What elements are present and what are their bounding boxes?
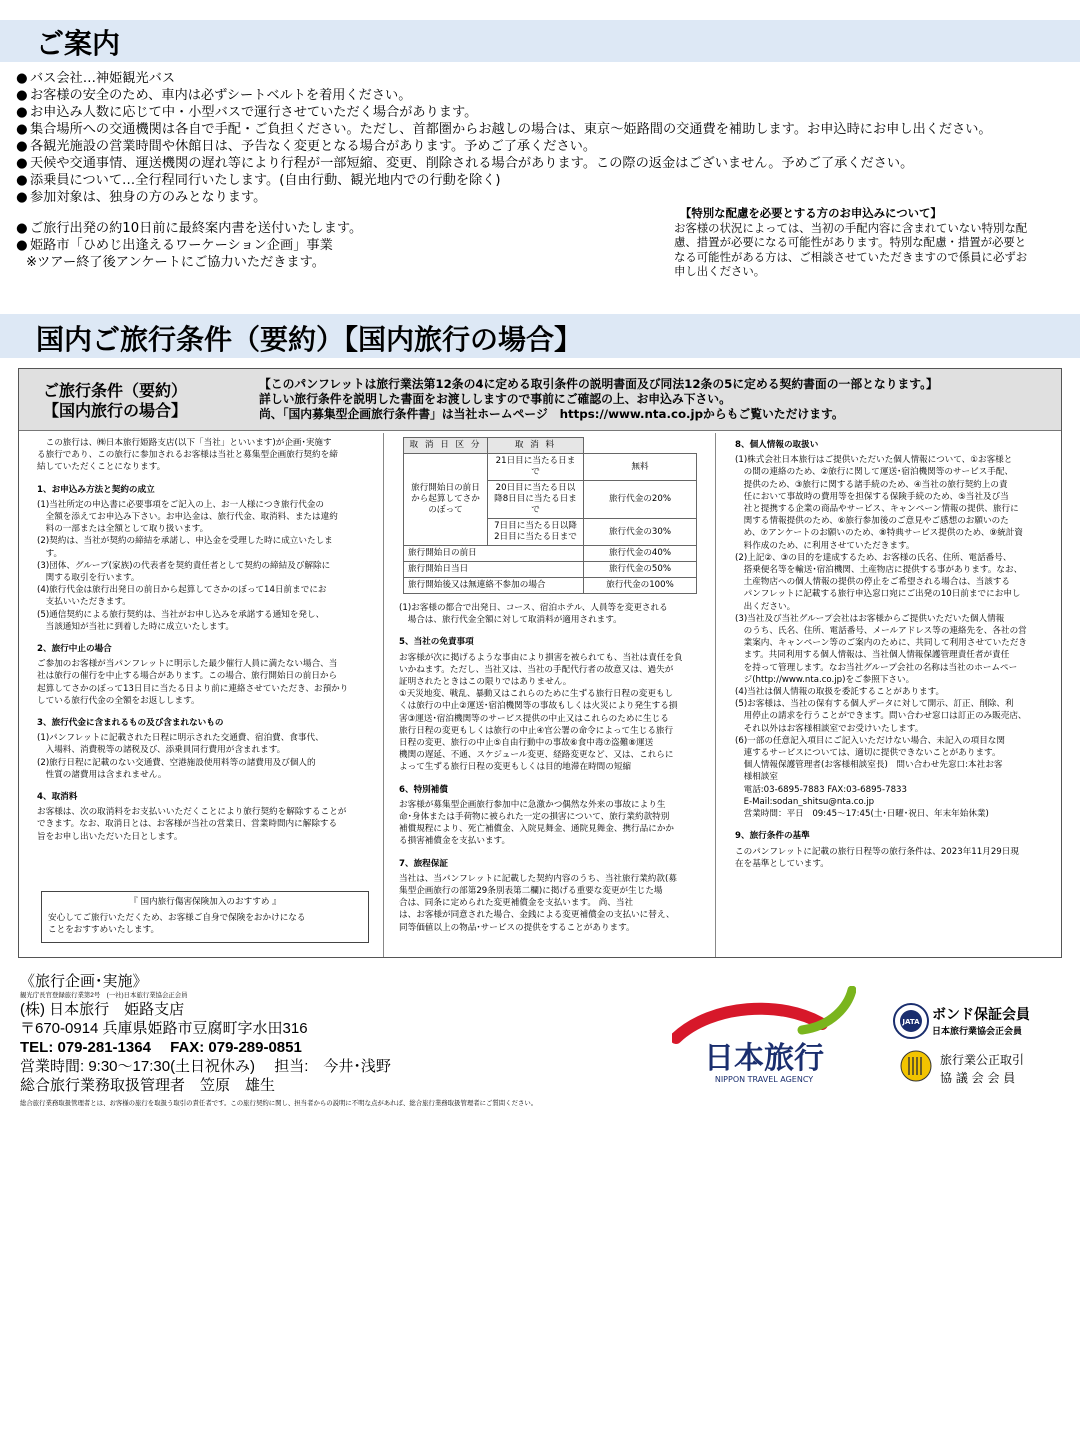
- text-line: 当該通知が当社に到着した時に成立いたします。: [37, 621, 234, 632]
- conditions-box-title: [43, 381, 259, 421]
- text-line: パンフレットに記載する旅行申込窓口宛にご出発の10日前までにお申し: [735, 589, 1021, 600]
- text-line: め、⑦アンケートのお願いのため、⑧特典サービス提供のため、⑨統計資: [735, 528, 1023, 539]
- intro-text: [37, 437, 377, 474]
- table-header: 取 消 料: [488, 438, 584, 454]
- section-title: 1、お申込み方法と契約の成立: [37, 484, 155, 495]
- section-title: 2、旅行中止の場合: [37, 644, 112, 655]
- text-line: 任において事故時の費用等を担保する保険手続のため、⑤当社及び当: [735, 491, 1009, 502]
- bond-title: ボンド保証会員: [932, 1007, 1030, 1023]
- table-cell-fee: 旅行代金の30%: [584, 519, 697, 546]
- section-text: [399, 873, 717, 934]
- bullet-text: 姫路市「ひめじ出逢えるワーケーション企画」事業: [30, 238, 333, 253]
- table-row: [404, 546, 697, 562]
- logo-english: NIPPON TRAVEL AGENCY: [714, 1075, 814, 1084]
- text-line: 入場料、消費税等の諸税及び、添乗員同行費用が含まれます。: [37, 745, 286, 756]
- registration-info: 観光庁長官登録旅行業第2号 (一社)日本旅行業協会正会員: [20, 992, 188, 999]
- business-hours: 営業時間: 9:30～17:30(土日祝休み) 担当: 今井･浅野: [20, 1058, 391, 1075]
- text-line: お客様は、次の取消料をお支払いいただくことにより旅行契約を解除することが: [37, 807, 347, 818]
- conditions-box-header: [19, 369, 1061, 431]
- text-line: 電話:03-6895-7883 FAX:03-6895-7833: [735, 784, 907, 795]
- guide-bullet-item: [16, 138, 1076, 155]
- logo-swoosh-green: [802, 990, 852, 1030]
- text-line: 土産物店への個人情報の提供の停止をご希望される場合は、当該する: [735, 577, 1011, 588]
- table-cell-day: 旅行開始日の前日: [404, 546, 584, 562]
- text-line: お客様が次に掲げるような事由により損害を被られても、当社は責任を負: [399, 652, 683, 663]
- text-line: (1)株式会社日本旅行はご提供いただいた個人情報について、①お客様と: [735, 455, 1013, 466]
- table-note: [399, 602, 717, 626]
- table-row: [404, 454, 697, 481]
- text-line: 料の一部または全額として取り扱います。: [37, 524, 209, 535]
- text-line: る損害補償金を支払います。: [399, 836, 511, 847]
- table-row: [404, 562, 697, 578]
- travel-manager: 総合旅行業務取扱管理者 笠原 雄生: [20, 1077, 276, 1094]
- text-line: ます。共同利用する個人情報は、当社個人情報保護管理責任者が責任: [735, 650, 1010, 661]
- guide-heading-band: [0, 20, 1080, 62]
- text-line: この旅行は、㈱日本旅行姫路支店(以下「当社」といいます)が企画･実施す: [37, 438, 332, 448]
- bullet-dot: ●: [16, 105, 28, 120]
- special-care-text: [674, 221, 1054, 279]
- guide-bullet-item: [16, 220, 656, 237]
- fair-line-1: 旅行業公正取引: [940, 1053, 1025, 1067]
- section-text: [37, 732, 377, 781]
- bullet-dot: ●: [16, 173, 28, 188]
- section-title: 8、個人情報の取扱い: [735, 440, 819, 450]
- text-line: 害③運送･宿泊機関等のサービス提供の中止又はこれらのために生じる: [399, 713, 669, 724]
- text-line: 補償規程により、死亡補償金、入院見舞金、通院見舞金、携行品にかか: [399, 824, 675, 835]
- table-cell-fee: 無料: [584, 454, 697, 481]
- section-text: [399, 799, 717, 848]
- text-line: (3)団体、グループ(家族)の代表者を契約責任者として契約の締結及び解除に: [37, 560, 331, 571]
- section-title: 7、旅程保証: [399, 858, 448, 869]
- special-care-title: 【特別な配慮を必要とする方のお申込みについて】: [680, 206, 942, 220]
- section-title: 3、旅行代金に含まれるもの及び含まれないもの: [37, 718, 224, 729]
- text-line: 命･身体または手荷物に被られた一定の損害について、旅行業約款特別: [399, 812, 670, 823]
- guide-bullet-item: [16, 172, 1076, 189]
- conditions-notice: [259, 377, 1059, 422]
- bullet-text: お申込み人数に応じて中・小型バスで運行させていただく場合があります。: [30, 105, 478, 120]
- guide-bullet-list: [16, 70, 1076, 206]
- table-cell-fee: 旅行代金の40%: [584, 546, 697, 562]
- text-line: ジ(http://www.nta.co.jp)をご参照下さい。: [735, 674, 915, 685]
- text-line: 営業時間：平日 09:45～17:45(土･日曜･祝日、年末年始休業): [735, 809, 989, 820]
- text-line: 証明されたときはこの限りではありません。: [399, 677, 572, 688]
- section-text: [735, 454, 1057, 820]
- manager-disclaimer: 総合旅行業務取扱管理者とは、お客様の旅行を取扱う取引の責任者です。この旅行契約に関し、担当者からの説明に不明な点があれば、総合旅行業務取扱管理者にご質問ください。: [20, 1100, 538, 1107]
- table-header: 取 消 日 区 分: [404, 438, 488, 454]
- text-line: 合は、同条に定められた変更補償金を支払います。 尚、当社: [399, 898, 634, 909]
- nippon-travel-agency-logo: [672, 986, 856, 1086]
- conditions-column-1: [37, 437, 377, 843]
- insurance-text: [48, 912, 362, 936]
- fair-line-2: 協 議 会 会 員: [940, 1071, 1016, 1085]
- text-line: 集型企画旅行の部第29条別表第二欄)に掲げる重要な変更が生じた場: [399, 886, 663, 897]
- text-line: 出ください。: [735, 601, 796, 612]
- conditions-notice-line: 尚、「国内募集型企画旅行条件書」は当社ホームページ https://www.nta.co.jpからもご覧いただけます。: [259, 407, 844, 421]
- text-line: ことをおすすめいたします。: [48, 925, 160, 935]
- guide-bullet-item: [16, 104, 1076, 121]
- text-line: 用停止の請求を行うことができます。問い合わせ窓口は訂正のみ販売店、: [735, 711, 1027, 722]
- conditions-box-title-line1: ご旅行条件（要約）: [43, 381, 188, 400]
- text-line: 慮、措置が必要になる可能性があります。特別な配慮・措置が必要と: [674, 235, 1027, 249]
- table-row: [404, 578, 697, 594]
- text-line: (5)お客様は、当社の保有する個人データに対して開示、訂正、削除、利: [735, 699, 1014, 710]
- text-line: している旅行代金の全額をお返しします。: [37, 695, 200, 706]
- text-line: (6)一部の任意記入項目にご記入いただけない場合、未記入の項目な関: [735, 735, 1005, 746]
- text-line: (2)上記②、③の目的を達成するため、お客様の氏名、住所、電話番号、: [735, 552, 1012, 563]
- section-title: 6、特別補償: [399, 784, 448, 795]
- guide-bullet-item: [16, 87, 1076, 104]
- table-cell-day: 旅行開始後又は無連絡不参加の場合: [404, 578, 584, 594]
- text-line: 同等価値以上の物品･サービスの提供をすることがあります。: [399, 922, 635, 933]
- guide-bullet-item: [16, 189, 1076, 206]
- cancellation-fee-table: [403, 437, 697, 594]
- tel-fax: TEL: 079-281-1364 FAX: 079-289-0851: [20, 1039, 302, 1056]
- text-line: 搭乗便名等を輸送･宿泊機関、土産物店に提供する事があります。なお、: [735, 565, 1023, 576]
- special-care-notice: [674, 206, 1054, 279]
- bullet-text: 集合場所への交通機関は各自で手配・ご負担ください。ただし、首都圏からお越しの場合は、東京～姫路間の交通費を補助します。お申込時にお申し出ください。: [30, 122, 992, 137]
- text-line: 当社は、当パンフレットに記載した契約内容のうち、当社旅行業約款(募: [399, 873, 677, 884]
- table-cell-fee: 旅行代金の100%: [584, 578, 697, 594]
- table-cell-day: 20日目に当たる日以降8日目に当たる日まで: [488, 481, 584, 519]
- text-line: 支払いいただきます。: [37, 597, 131, 608]
- text-line: (1)お客様の都合で出発日、コース、宿泊ホテル、人員等を変更される: [399, 603, 668, 613]
- text-line: 旅行日程の変更もしくは旅行の中止④官公署の命令によって生じる旅行: [399, 725, 674, 736]
- bullet-text: 各観光施設の営業時間や休館日は、予告なく変更となる場合があります。予めご了承ください。: [30, 139, 597, 154]
- conditions-column-3: [735, 437, 1057, 870]
- text-line: このパンフレットに記載の旅行日程等の旅行条件は、2023年11月29日現: [735, 846, 1019, 857]
- bond-subtitle: 日本旅行業協会正会員: [932, 1027, 1023, 1037]
- jata-mark: JATA: [902, 1018, 920, 1026]
- bond-guarantee-badge: [892, 1002, 1044, 1040]
- text-line: 関する取引を行います。: [37, 573, 140, 584]
- text-line: る旅行であり、この旅行に参加されるお客様は当社と募集型企画旅行契約を締: [37, 450, 338, 461]
- conditions-column-2: [399, 437, 717, 934]
- guide-bullet-item: [16, 121, 1076, 138]
- text-line: 様相談室: [735, 772, 778, 783]
- guide-bullet-list-2: [16, 220, 656, 271]
- text-line: ご参加のお客様が当パンフレットに明示した最少催行人員に満たない場合、当: [37, 659, 338, 670]
- conditions-notice-line: 詳しい旅行条件を説明した書面をお渡ししますので事前にご確認の上、お申込み下さい。: [259, 392, 731, 406]
- text-line: 提供のため、③旅行に関する諸手続のため、④当社の旅行契約上の責: [735, 479, 1008, 490]
- table-cell-day: 旅行開始日当日: [404, 562, 584, 578]
- text-line: (4)旅行代金は旅行出発日の前日から起算してさかのぼって14日前までにお: [37, 585, 327, 596]
- text-line: (4)当社は個人情報の取扱を委託することがあります。: [735, 687, 945, 698]
- guide-heading: ご案内: [36, 27, 121, 60]
- table-cell-fee: 旅行代金の50%: [584, 562, 697, 578]
- text-line: (2)契約は、当社が契約の締結を承諾し、申込金を受理した時に成立いたしま: [37, 536, 333, 547]
- text-line: す。: [37, 548, 63, 559]
- section-title: 4、取消料: [37, 792, 78, 803]
- section-text: [37, 499, 377, 633]
- conditions-box: [18, 368, 1062, 958]
- table-cell-fee: 旅行代金の20%: [584, 481, 697, 519]
- bullet-dot: ●: [16, 190, 28, 205]
- text-line: くは旅行の中止②運送･宿泊機関等の事故もしくは火災により発生する損: [399, 701, 678, 712]
- bullet-text: 添乗員について…全行程同行いたします。(自由行動、観光地内での行動を除く): [30, 173, 501, 188]
- column-divider: [383, 433, 384, 957]
- text-line: ①天災地変、戦乱、暴動又はこれらのために生ずる旅行日程の変更もし: [399, 689, 674, 700]
- section-title: 5、当社の免責事項: [399, 637, 474, 648]
- conditions-notice-line: 【このパンフレットは旅行業法第12条の4に定める取引条件の説明書面及び同法12条の5に定める契約書面の一部となります。】: [259, 377, 938, 391]
- company-address: 〒670-0914 兵庫県姫路市豆腐町字水田316: [20, 1020, 308, 1037]
- conditions-box-title-line2: 【国内旅行の場合】: [43, 401, 188, 420]
- table-group-cell: 旅行開始日の前日から起算してさかのぼって: [404, 454, 488, 546]
- text-line: それ以外はお客様相談室でお受けいたします。: [735, 723, 924, 734]
- text-line: (3)当社及び当社グループ会社はお客様からご提供いただいた個人情報: [735, 613, 1005, 624]
- text-line: 社と提携する企業の商品やサービス、キャンペーン情報の提供、旅行に: [735, 504, 1019, 515]
- fair-trade-council-badge: [900, 1048, 1050, 1088]
- text-line: 結していただくことになります。: [37, 462, 166, 473]
- bullet-dot: ●: [16, 238, 28, 253]
- conditions-heading: 国内ご旅行条件（要約）【国内旅行の場合】: [36, 323, 583, 356]
- text-line: E-Mail:sodan_shitsu@nta.co.jp: [735, 796, 875, 807]
- text-line: お客様の状況によっては、当初の手配内容に含まれていない特別な配: [674, 220, 1028, 235]
- text-line: いかねます。ただし、当社又は、当社の手配代行者の故意又は、過失が: [399, 664, 674, 675]
- text-line: (5)通信契約による旅行契約は、当社がお申し込みを承諾する通知を発し、: [37, 609, 325, 620]
- organizer-info: [20, 972, 660, 1108]
- logo-name: 日本旅行: [704, 1041, 824, 1076]
- text-line: 個人情報保護管理者(お客様相談室長) 問い合わせ先窓口:本社お客: [735, 760, 1003, 771]
- text-line: 料作成のため、に利用させていただきます。: [735, 540, 915, 551]
- company-name: (株) 日本旅行 姫路支店: [20, 1001, 185, 1018]
- bullet-dot: ●: [16, 88, 28, 103]
- text-line: 場合は、旅行代金全額に対して取消料が適用されます。: [399, 615, 622, 626]
- bullet-text: 天候や交通事情、運送機関の遅れ等により行程が一部短縮、変更、削除される場合があります。この際の返金はございません。予めご了承ください。: [30, 156, 914, 171]
- insurance-title: 『 国内旅行傷害保険加入のおすすめ 』: [129, 897, 281, 907]
- text-line: 機関の遅延、不通、スケジュール変更、経路変更など、又は、これらに: [399, 750, 674, 761]
- conditions-heading-band: [0, 314, 1080, 358]
- text-line: 日程の変更、旅行の中止⑤自由行動中の事故⑥食中毒⑦盗難⑧運送: [399, 738, 654, 749]
- section-text: [735, 846, 1057, 870]
- text-line: の間の連絡のため、②旅行に関して運送･宿泊機関等のサービス手配、: [735, 467, 1014, 478]
- table-cell-day: 21日目に当たる日まで: [488, 454, 584, 481]
- text-line: できます。なお、取消日とは、お客様が当社の営業日、営業時間内に解除する: [37, 819, 338, 830]
- text-line: 全額を添えてお申込み下さい。お申込金は、旅行代金、取消料、または違約: [37, 512, 338, 523]
- section-text: [37, 658, 377, 707]
- text-line: お客様が募集型企画旅行参加中に急激かつ偶然な外来の事故により生: [399, 799, 666, 810]
- text-line: のうち、氏名、住所、電話番号、メールアドレス等の連絡先を、各社の営: [735, 626, 1027, 637]
- bullet-dot: ●: [16, 156, 28, 171]
- section-text: [399, 652, 717, 774]
- text-line: (1)パンフレットに記載された日程に明示された交通費、宿泊費、食事代、: [37, 733, 324, 744]
- text-line: は、お客様が同意された場合、金銭による変更補償金の支払いに替え、: [399, 910, 675, 921]
- insurance-recommendation: [41, 891, 369, 943]
- text-line: 安心してご旅行いただくため、お客様ご自身で保険をおかけになる: [48, 913, 306, 923]
- text-line: 申し出ください。: [674, 264, 766, 278]
- bullet-dot: ●: [16, 71, 28, 86]
- text-line: 連するサービスについては、適切に提供できないことがあります。: [735, 748, 1001, 759]
- text-line: を持って管理します。なお当社グループ会社の名称は当社のホームペー: [735, 662, 1018, 673]
- bullet-text: お客様の安全のため、車内は必ずシートベルトを着用ください。: [30, 88, 412, 103]
- text-line: 関する情報提供のため、⑥旅行参加後のご意見やご感想のお願いのた: [735, 516, 1009, 527]
- text-line: (1)当社所定の申込書に必要事項をご記入の上、お一人様につき旅行代金の: [37, 499, 325, 510]
- bullet-text: バス会社…神姫観光バス: [30, 71, 176, 86]
- text-line: 起算してさかのぼって13日目に当たる日より前に連絡させていただき、お預かり: [37, 683, 349, 694]
- table-cell-day: 7日目に当たる日以降2日目に当たる日まで: [488, 519, 584, 546]
- guide-bullet-item: [16, 237, 656, 254]
- text-line: 業案内、キャンペーン等のご案内のために、共同して利用させていただき: [735, 638, 1028, 649]
- text-line: なる可能性がある方は、ご相談させていただきますので係員に必ずお: [674, 249, 1028, 264]
- text-line: 性質の諸費用は含まれません。: [37, 769, 167, 780]
- bullet-dot: ●: [16, 139, 28, 154]
- text-line: よって生ずる旅行日程の変更もしくは目的地滞在時間の短縮: [399, 762, 632, 773]
- section-title: 9、旅行条件の基準: [735, 831, 810, 842]
- section-text: [37, 806, 377, 843]
- guide-bullet-item: [16, 155, 1076, 172]
- guide-bullet-item: [16, 70, 1076, 87]
- text-line: 在を基準としています。: [735, 858, 829, 869]
- bullet-text: ご旅行出発の約10日前に最終案内書を送付いたします。: [30, 221, 363, 236]
- text-line: 社は旅行の催行を中止する場合があります。この場合、旅行開始日の前日から: [37, 671, 338, 682]
- text-line: 旨をお申し出いただいた日とします。: [37, 831, 183, 842]
- guide-note: ※ツアー終了後アンケートにご協力いただきます。: [26, 255, 325, 270]
- text-line: (2)旅行日程に記載のない交通費、空港施設使用料等の諸費用及び個人的: [37, 757, 316, 768]
- bullet-dot: ●: [16, 122, 28, 137]
- bullet-text: 参加対象は、独身の方のみとなります。: [30, 190, 267, 205]
- planner-label: 《旅行企画･実施》: [20, 973, 148, 990]
- bullet-dot: ●: [16, 221, 28, 236]
